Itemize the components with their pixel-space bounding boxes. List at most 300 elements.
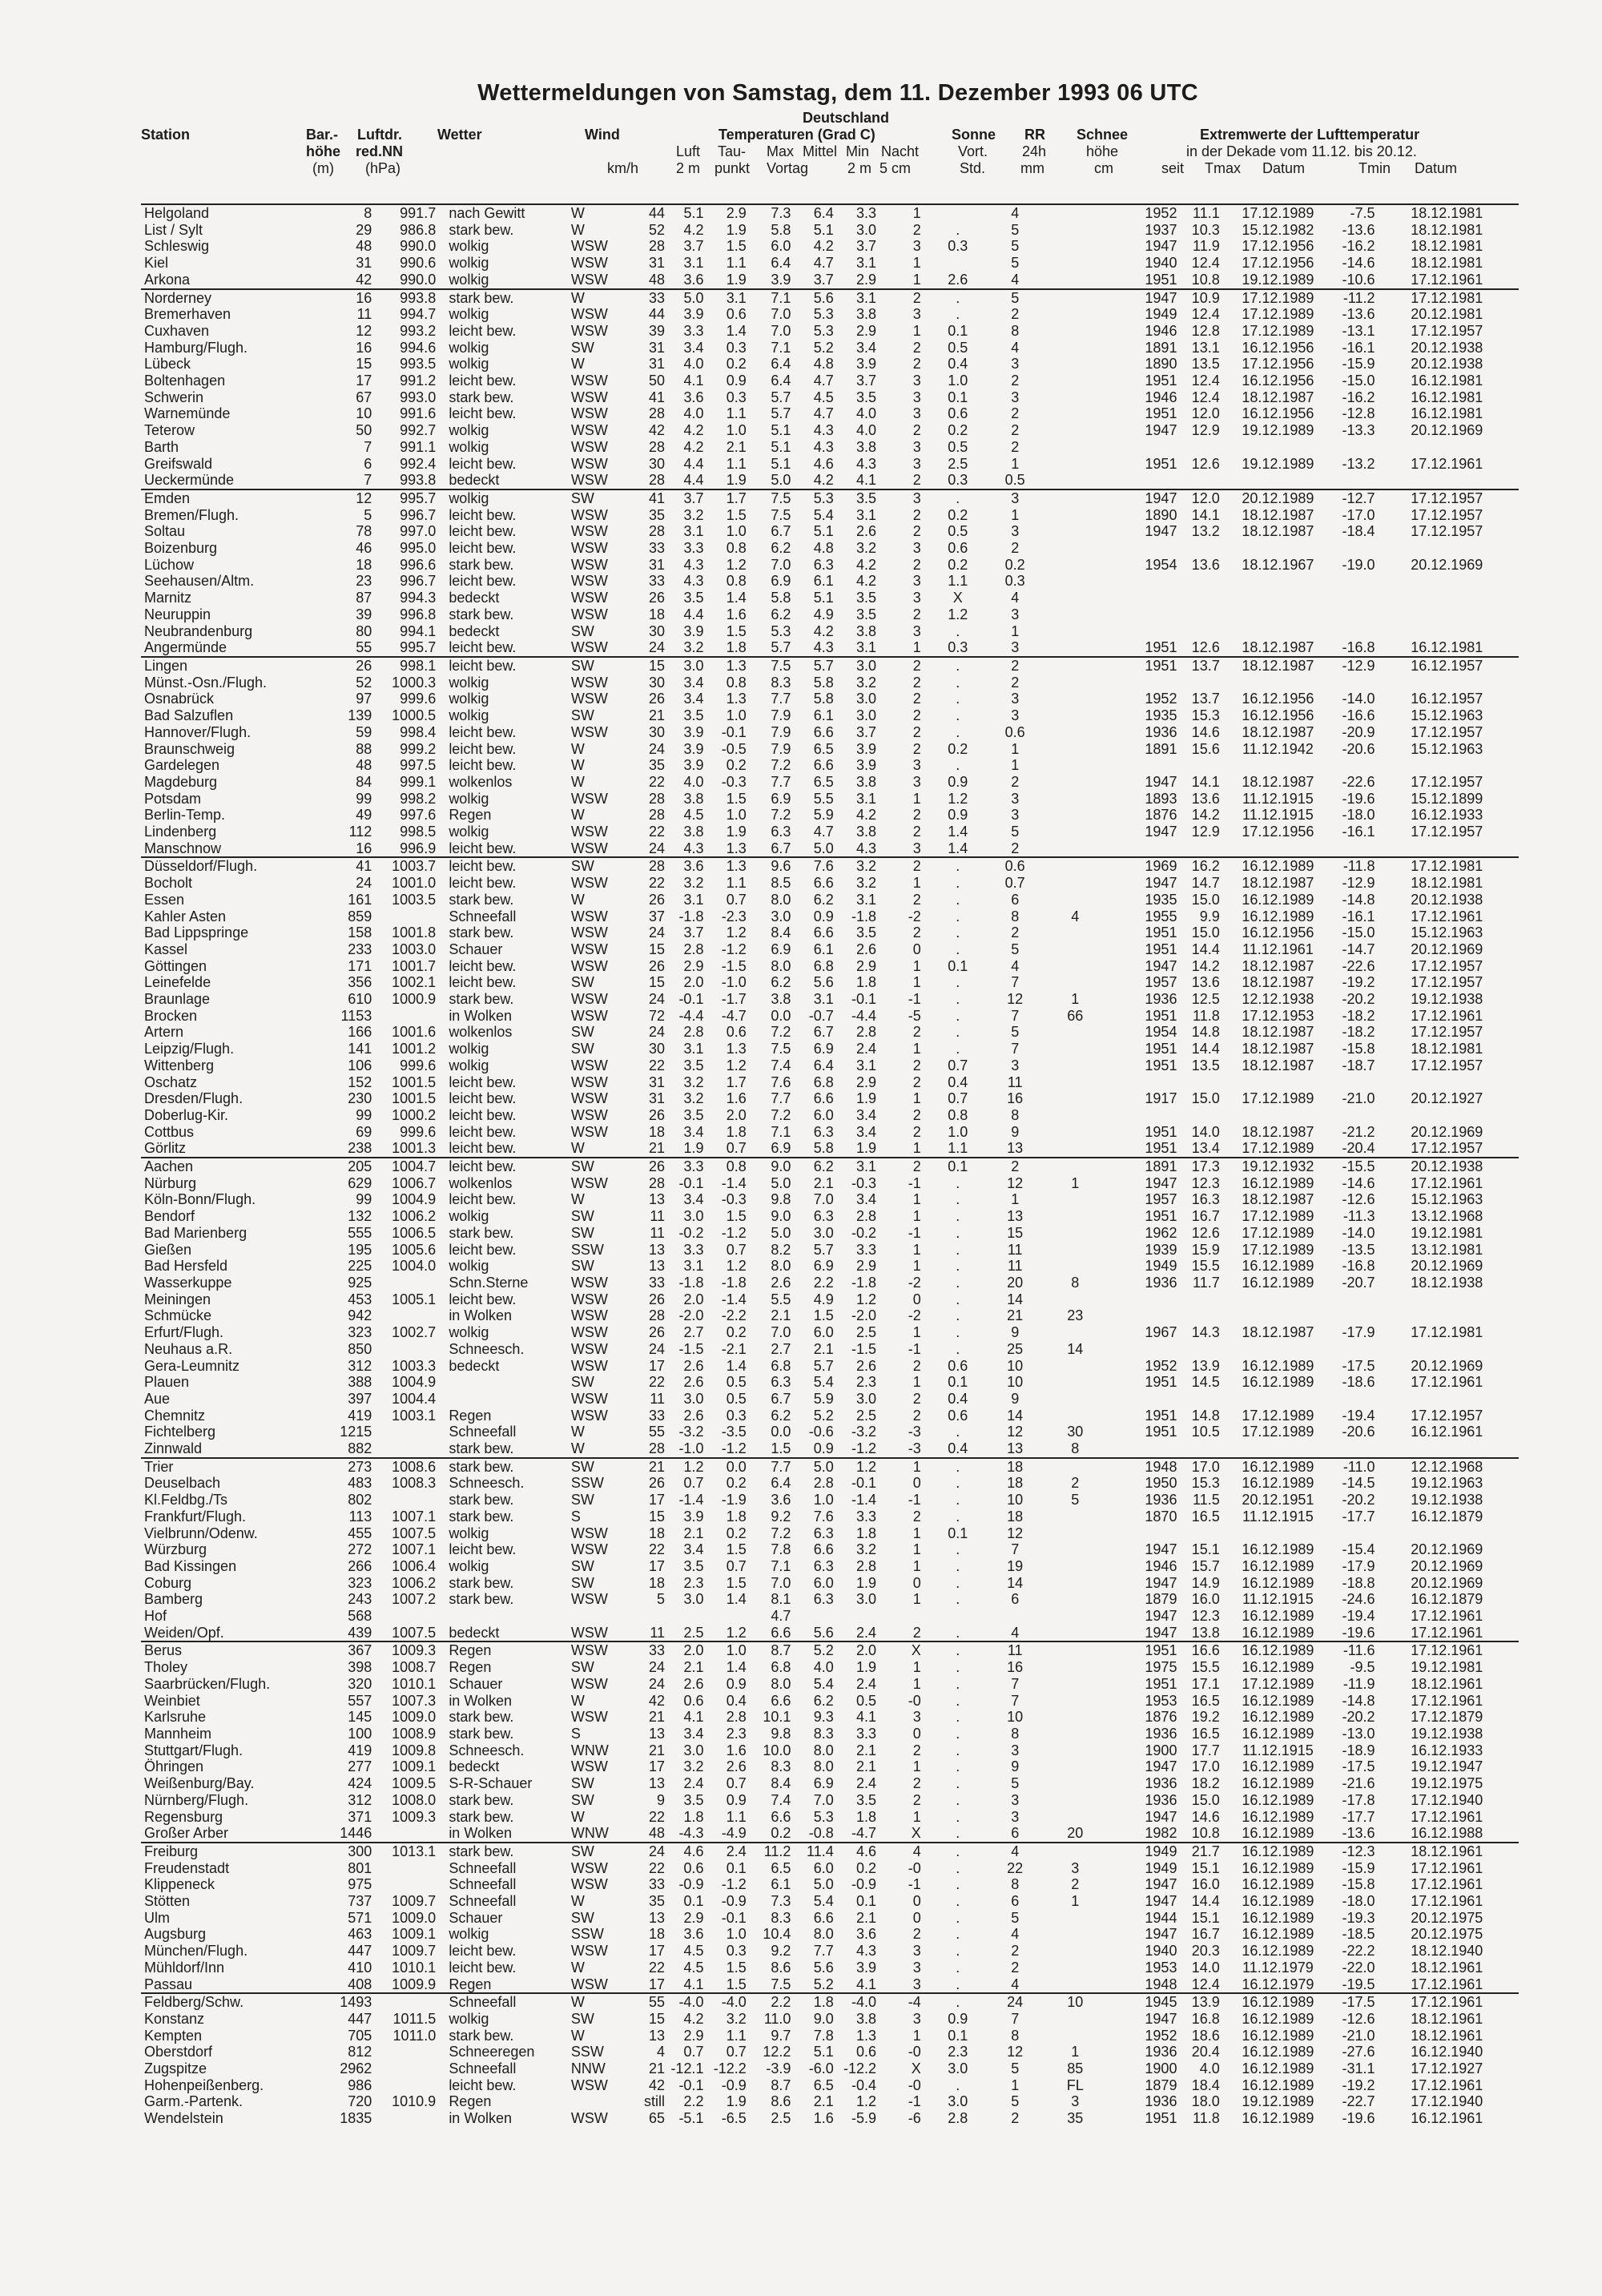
cell-sonne: . [956, 707, 960, 724]
cell-tmin: -18.9 [1342, 1742, 1375, 1758]
cell-tmax-datum: 16.12.1989 [1242, 1775, 1314, 1792]
cell-tmax: 15.0 [1191, 924, 1220, 941]
cell-luft: 3.5 [683, 707, 704, 724]
cell-seit: 1947 [1145, 875, 1177, 892]
cell-tmax-datum: 16.12.1989 [1242, 1709, 1314, 1726]
cell-tmin: -21.6 [1342, 1775, 1375, 1792]
cell-max: 7.2 [771, 757, 791, 774]
cell-wind-kmh: 30 [649, 674, 666, 691]
cell-taupunkt: 3.1 [726, 289, 747, 306]
cell-seit [1115, 1440, 1177, 1458]
cell-wetter: stark bew. [449, 1458, 514, 1475]
cell-luft: -0.1 [678, 1174, 704, 1191]
header-station: Station [141, 127, 190, 143]
cell-luft: 3.3 [683, 1158, 704, 1175]
cell-luftdruck: 1007.1 [392, 1508, 437, 1525]
cell-luftdruck: 1013.1 [392, 1843, 437, 1859]
cell-rr: 0.2 [1004, 556, 1025, 573]
cell-taupunkt: -1.4 [721, 1291, 747, 1307]
cell-schnee [1036, 1324, 1115, 1341]
cell-tmax [1177, 540, 1219, 557]
cell-tmax-datum: 17.12.1989 [1242, 1224, 1314, 1241]
cell-luft: 4.0 [683, 356, 704, 373]
cell-station: Bremen/Flugh. [144, 506, 239, 523]
cell-wind-kmh: 4 [657, 2044, 666, 2060]
cell-tmax-datum: 18.12.1987 [1242, 523, 1314, 540]
cell-mittel: 5.6 [813, 289, 834, 306]
cell-nacht: 1 [912, 1041, 921, 1057]
cell-tmax-datum: 16.12.1989 [1242, 1791, 1314, 1808]
cell-tmin-datum: 19.12.1981 [1411, 1659, 1483, 1676]
cell-luft: 3.3 [683, 1241, 704, 1258]
cell-mittel [791, 1608, 833, 1625]
cell-rr: 3 [1011, 523, 1020, 540]
cell-tmin: -16.8 [1336, 639, 1375, 657]
cell-luftdruck: 1003.3 [392, 1357, 437, 1374]
cell-tmax [1177, 623, 1219, 640]
cell-luftdruck: 998.2 [400, 790, 437, 807]
cell-nacht: 1 [912, 957, 921, 974]
cell-seit: 1951 [1145, 1675, 1177, 1692]
spacer [436, 1041, 445, 1057]
cell-wetter: Schauer [449, 1909, 503, 1926]
cell-tmax: 14.0 [1191, 1959, 1220, 1976]
table-row [141, 1775, 1519, 1792]
cell-luft: 3.2 [683, 1073, 704, 1090]
cell-tmax: 12.6 [1191, 1224, 1220, 1241]
cell-rr: 7 [1011, 1692, 1020, 1709]
cell-tmin: -17.9 [1342, 1557, 1375, 1574]
cell-min: 2.6 [855, 1357, 877, 1374]
cell-wind-richtung: WNW [570, 1742, 609, 1758]
cell-seit: 1951 [1115, 639, 1177, 657]
cell-schnee [1036, 1843, 1115, 1860]
cell-max: 5.1 [771, 422, 791, 439]
cell-rr: 12 [1007, 991, 1024, 1008]
cell-mittel: 4.7 [813, 373, 834, 389]
cell-taupunkt: 1.0 [726, 422, 747, 439]
cell-wind-kmh: 26 [649, 691, 666, 707]
table-row [141, 422, 1519, 439]
cell-tmax: 19.2 [1191, 1709, 1220, 1726]
cell-nacht: 2 [876, 1625, 921, 1642]
cell-bar-hoehe: 46 [356, 540, 372, 557]
cell-tmin: -16.2 [1342, 238, 1375, 255]
cell-wind-richtung: W [570, 757, 585, 774]
spacer [436, 1374, 445, 1391]
cell-luftdruck: 999.6 [400, 691, 437, 707]
cell-sonne: . [956, 1994, 960, 2011]
cell-station: Erfurt/Flugh. [144, 1324, 224, 1341]
cell-sonne: . [956, 908, 960, 924]
cell-bar-hoehe: 812 [348, 2044, 372, 2060]
cell-luftdruck: 990.0 [372, 272, 436, 289]
cell-mittel: 2.1 [813, 1174, 834, 1191]
cell-sonne: . [956, 941, 960, 957]
cell-schnee [1036, 639, 1115, 657]
cell-sonne: . [956, 1791, 960, 1808]
cell-sonne: . [956, 1241, 960, 1258]
cell-nacht: -2 [908, 908, 921, 924]
cell-rr: 1 [1011, 622, 1020, 639]
cell-wind-kmh: 72 [649, 1007, 666, 1024]
cell-wetter: leicht bew. [449, 858, 517, 875]
cell-sonne: . [956, 1725, 960, 1742]
spacer [436, 958, 445, 975]
cell-taupunkt: 0.2 [726, 1525, 747, 1541]
table-row [141, 1307, 1519, 1324]
cell-min: 3.0 [855, 221, 877, 238]
cell-tmin: -12.9 [1342, 875, 1375, 892]
table-row [141, 456, 1519, 473]
cell-mittel: 6.1 [813, 941, 834, 957]
cell-wind-richtung: WSW [568, 639, 626, 657]
cell-wetter: stark bew. [449, 389, 514, 405]
cell-station: Teterow [144, 422, 195, 439]
cell-mittel: 6.0 [813, 1324, 834, 1341]
cell-wetter: wolkenlos [449, 1024, 513, 1041]
cell-tmin [1336, 1074, 1375, 1091]
cell-luft: 0.6 [683, 1692, 704, 1709]
cell-wetter: stark bew. [449, 1791, 514, 1808]
cell-rr: 5 [1011, 289, 1020, 306]
table-row [141, 2044, 1519, 2060]
cell-luft: 2.2 [683, 2093, 704, 2110]
cell-tmax: 18.4 [1191, 2076, 1220, 2093]
cell-bar-hoehe: 720 [348, 2093, 372, 2110]
cell-bar-hoehe: 801 [348, 1859, 372, 1876]
cell-station: Fichtelberg [144, 1424, 216, 1440]
cell-luft: -1.8 [678, 1275, 704, 1291]
cell-schnee: 20 [1036, 1825, 1115, 1843]
cell-seit: 1893 [1145, 790, 1177, 807]
cell-wind-richtung [568, 2093, 626, 2110]
cell-luft: 3.1 [683, 255, 704, 272]
cell-mittel: 4.0 [813, 1659, 834, 1676]
cell-wind-kmh: 22 [649, 824, 666, 840]
cell-tmin: -20.4 [1336, 1140, 1375, 1158]
cell-wind-richtung: W [570, 1893, 585, 1910]
cell-tmin [1336, 623, 1375, 640]
cell-schnee: 1 [1071, 1174, 1080, 1191]
cell-tmin-datum: 19.12.1981 [1411, 1224, 1483, 1241]
cell-tmax: 15.5 [1191, 1659, 1220, 1676]
cell-wetter: stark bew. [449, 2027, 514, 2044]
cell-tmin: -17.7 [1342, 1808, 1375, 1825]
cell-rr: 10 [1007, 1374, 1024, 1391]
cell-luftdruck: 1002.7 [392, 1324, 437, 1341]
cell-bar-hoehe: 238 [333, 1140, 372, 1158]
cell-schnee [1036, 2011, 1115, 2028]
spacer [436, 1358, 445, 1375]
cell-nacht: 1 [912, 1525, 921, 1541]
cell-station: Meiningen [144, 1291, 211, 1307]
table-row [141, 1440, 1519, 1458]
cell-tmin-datum: 15.12.1963 [1411, 707, 1483, 724]
cell-wind-richtung: SW [570, 339, 594, 356]
cell-min: 2.9 [855, 1258, 877, 1275]
cell-seit [1115, 573, 1177, 590]
cell-seit [1115, 590, 1177, 606]
cell-tmin-datum: 16.12.1933 [1411, 807, 1483, 824]
cell-tmin-datum: 15.12.1963 [1411, 924, 1483, 941]
cell-min: 4.0 [855, 422, 877, 439]
cell-mittel: 2.2 [813, 1275, 834, 1291]
cell-max: 7.0 [771, 556, 791, 573]
cell-bar-hoehe: 2962 [340, 2060, 372, 2077]
cell-nacht: 1 [912, 322, 921, 339]
cell-mittel: 5.0 [813, 1876, 834, 1893]
cell-luft: 4.4 [683, 606, 704, 622]
cell-seit: 1967 [1145, 1324, 1177, 1341]
cell-seit [1115, 1107, 1177, 1124]
cell-wind-kmh: 26 [649, 891, 666, 908]
cell-bar-hoehe: 312 [348, 1357, 372, 1374]
cell-tmax-datum: 17.12.1953 [1242, 1007, 1314, 1024]
cell-bar-hoehe: 18 [356, 556, 372, 573]
cell-wind-richtung: WSW [570, 306, 608, 323]
cell-wind-richtung: SW [570, 1909, 594, 1926]
cell-rr: 6 [995, 1825, 1036, 1843]
cell-tmin-datum: 20.12.1969 [1411, 1258, 1483, 1275]
cell-mittel: 6.9 [813, 1258, 834, 1275]
cell-schnee [1036, 623, 1115, 640]
cell-tmax: 4.0 [1199, 2060, 1220, 2077]
cell-wetter: leicht bew. [449, 373, 517, 389]
cell-tmax: 12.9 [1191, 824, 1220, 840]
cell-tmin-datum: 19.12.1938 [1411, 1492, 1483, 1509]
cell-mittel: 4.7 [813, 255, 834, 272]
cell-seit: 1936 [1145, 1791, 1177, 1808]
cell-taupunkt: 0.3 [726, 389, 747, 405]
cell-tmin-datum: 20.12.1969 [1411, 1557, 1483, 1574]
cell-max: 8.3 [771, 1758, 791, 1775]
cell-bar-hoehe: 7 [333, 472, 372, 489]
cell-wetter: Regen [449, 2093, 492, 2110]
cell-wind-kmh: 13 [649, 1258, 666, 1275]
cell-max: 2.7 [771, 1340, 791, 1357]
cell-sonne: 0.2 [948, 556, 968, 573]
cell-max: 10.0 [763, 1742, 791, 1758]
cell-seit [1115, 606, 1177, 623]
cell-rr: 5 [1011, 255, 1020, 272]
cell-mittel: 6.0 [813, 1574, 834, 1591]
table-row [141, 1843, 1519, 1860]
cell-rr: 3 [995, 639, 1036, 657]
cell-wetter: Schneeregen [449, 2044, 535, 2060]
cell-max: 7.5 [771, 657, 791, 674]
spacer [436, 472, 445, 489]
cell-sonne [921, 205, 995, 222]
cell-wetter: wolkig [449, 1926, 489, 1943]
spacer [436, 439, 445, 456]
cell-luftdruck: 1007.5 [392, 1525, 437, 1541]
cell-tmax: 14.8 [1191, 1407, 1220, 1424]
cell-max: 6.0 [771, 238, 791, 255]
cell-luft: 3.7 [683, 924, 704, 941]
cell-bar-hoehe: 84 [356, 773, 372, 790]
cell-tmin-datum: 17.12.1957 [1375, 1140, 1519, 1158]
cell-station: Boltenhagen [144, 373, 226, 389]
cell-mittel: -0.8 [791, 1825, 833, 1843]
cell-taupunkt: 0.2 [726, 757, 747, 774]
cell-seit [1115, 1341, 1177, 1358]
cell-nacht: 3 [912, 573, 921, 590]
cell-wind-kmh: still [644, 2093, 666, 2110]
cell-mittel: 3.7 [791, 272, 833, 289]
cell-taupunkt: 1.9 [703, 472, 746, 489]
cell-station: Essen [144, 891, 185, 908]
cell-min: 1.9 [834, 1140, 876, 1158]
cell-station: Chemnitz [144, 1407, 206, 1424]
cell-station: Augsburg [144, 1926, 207, 1943]
cell-rr: 0.5 [995, 472, 1036, 489]
cell-wetter: stark bew. [449, 1224, 514, 1241]
cell-wind-richtung: SW [570, 1374, 594, 1391]
cell-tmax-datum [1220, 1307, 1336, 1324]
cell-bar-hoehe: 320 [348, 1675, 372, 1692]
cell-nacht: 2 [912, 506, 921, 523]
cell-bar-hoehe: 6 [364, 455, 372, 472]
spacer [436, 892, 445, 908]
cell-tmax-datum: 18.12.1987 [1242, 974, 1314, 991]
cell-sonne: 0.8 [948, 1106, 968, 1123]
cell-wind-kmh: 65 [649, 2110, 666, 2127]
cell-luftdruck: 1009.0 [392, 1909, 437, 1926]
cell-wind-kmh: 11 [626, 1625, 665, 1642]
cell-wetter: wolkig [449, 306, 489, 323]
cell-wind-kmh: 31 [649, 356, 666, 373]
cell-schnee [1036, 1758, 1115, 1775]
cell-tmin-datum [1375, 1525, 1519, 1542]
cell-bar-hoehe: 975 [348, 1876, 372, 1893]
cell-wind-kmh: 21 [649, 1458, 666, 1475]
spacer [436, 1860, 445, 1877]
cell-max: 5.1 [771, 438, 791, 455]
cell-wind-richtung: WSW [568, 472, 626, 489]
cell-wind-kmh: 13 [649, 2027, 666, 2044]
cell-tmin-datum: 18.12.1981 [1411, 238, 1483, 255]
cell-tmin-datum [1375, 623, 1519, 640]
cell-wetter: leicht bew. [449, 2076, 517, 2093]
header-schnee: Schnee [1077, 127, 1129, 143]
cell-wind-richtung: WSW [570, 991, 608, 1008]
cell-nacht: 3 [912, 373, 921, 389]
cell-luftdruck: 1007.3 [392, 1692, 437, 1709]
cell-luftdruck: 1009.1 [392, 1926, 437, 1943]
cell-wind-richtung: SSW [570, 1241, 604, 1258]
table-row [141, 222, 1519, 239]
cell-tmax-datum: 17.12.1989 [1242, 1424, 1314, 1440]
cell-luft: 2.0 [683, 1642, 704, 1659]
cell-schnee [1036, 1024, 1115, 1041]
cell-wetter: Schauer [449, 941, 503, 957]
cell-tmin: -13.3 [1342, 422, 1375, 439]
cell-wind-kmh: 30 [649, 1041, 666, 1057]
cell-tmin: -12.3 [1342, 1843, 1375, 1859]
cell-sonne: 0.5 [948, 523, 968, 540]
cell-max: 8.4 [771, 1775, 791, 1792]
cell-bar-hoehe: 323 [348, 1324, 372, 1341]
cell-nacht: -1 [908, 1340, 921, 1357]
cell-tmax [1177, 757, 1219, 774]
cell-luft: 3.8 [683, 790, 704, 807]
cell-schnee [1036, 1242, 1115, 1259]
cell-tmin-datum: 16.12.1961 [1411, 2110, 1483, 2127]
cell-min: 3.8 [855, 824, 877, 840]
table-row [141, 1225, 1519, 1242]
cell-nacht: 3 [912, 773, 921, 790]
cell-schnee [1036, 741, 1115, 758]
cell-wind-richtung: WSW [570, 389, 608, 405]
cell-wind-kmh: 26 [649, 1475, 666, 1492]
cell-max: 6.7 [747, 840, 791, 858]
cell-bar-hoehe: 106 [348, 1057, 372, 1073]
cell-wind-richtung: SW [570, 489, 594, 506]
cell-nacht: 1 [912, 1324, 921, 1341]
cell-seit: 1954 [1145, 556, 1177, 573]
cell-wetter: stark bew. [445, 1440, 568, 1458]
cell-mittel: 4.8 [813, 356, 834, 373]
cell-bar-hoehe: 1835 [340, 2110, 372, 2127]
cell-rr: 4 [995, 1976, 1036, 1994]
cell-max: 6.4 [771, 373, 791, 389]
cell-tmin-datum: 18.12.1981 [1411, 1041, 1483, 1057]
cell-tmin: -18.7 [1342, 1057, 1375, 1073]
cell-station: Bendorf [144, 1208, 195, 1225]
cell-wetter: wolkig [449, 238, 489, 255]
spacer [436, 1926, 445, 1943]
table-row [141, 340, 1519, 356]
cell-luftdruck: 991.1 [400, 438, 437, 455]
cell-tmax-datum: 16.12.1989 [1242, 908, 1314, 924]
cell-seit: 1951 [1145, 1007, 1177, 1024]
cell-tmin [1336, 1107, 1375, 1124]
cell-schnee: FL [1066, 2076, 1084, 2093]
cell-luftdruck [372, 2110, 436, 2127]
table-row [141, 238, 1519, 255]
cell-tmin-datum: 20.12.1969 [1411, 1574, 1483, 1591]
cell-wetter: stark bew. [449, 1843, 514, 1859]
spacer [436, 373, 445, 389]
cell-nacht: 2 [912, 1926, 921, 1943]
cell-luft: 3.2 [683, 1090, 704, 1107]
cell-tmin-datum: 20.12.1969 [1411, 941, 1483, 957]
cell-station: Coburg [144, 1574, 192, 1591]
cell-tmin: -18.8 [1342, 1574, 1375, 1591]
cell-wind-richtung: WSW [570, 824, 608, 840]
cell-sonne: . [956, 306, 960, 323]
cell-sonne: . [956, 1041, 960, 1057]
cell-sonne: . [956, 691, 960, 707]
cell-max: 7.0 [771, 1574, 791, 1591]
cell-wetter: leicht bew. [449, 1090, 517, 1107]
cell-sonne: 0.3 [921, 639, 995, 657]
cell-max: 11.0 [763, 2010, 791, 2027]
cell-tmin [1336, 1525, 1375, 1542]
cell-tmin-datum: 16.12.1988 [1375, 1825, 1519, 1843]
cell-tmin: -15.0 [1342, 373, 1375, 389]
cell-taupunkt: 1.4 [726, 1357, 747, 1374]
cell-wind-kmh: 11 [650, 1208, 666, 1225]
cell-max: 2.5 [771, 2110, 791, 2127]
cell-station: Osnabrück [144, 691, 215, 707]
cell-tmin-datum: 18.12.1981 [1411, 255, 1483, 272]
cell-tmax-datum: 16.12.1956 [1242, 924, 1314, 941]
spacer [436, 639, 445, 657]
cell-station: Trier [144, 1458, 174, 1475]
cell-rr: 7 [1011, 2010, 1020, 2027]
